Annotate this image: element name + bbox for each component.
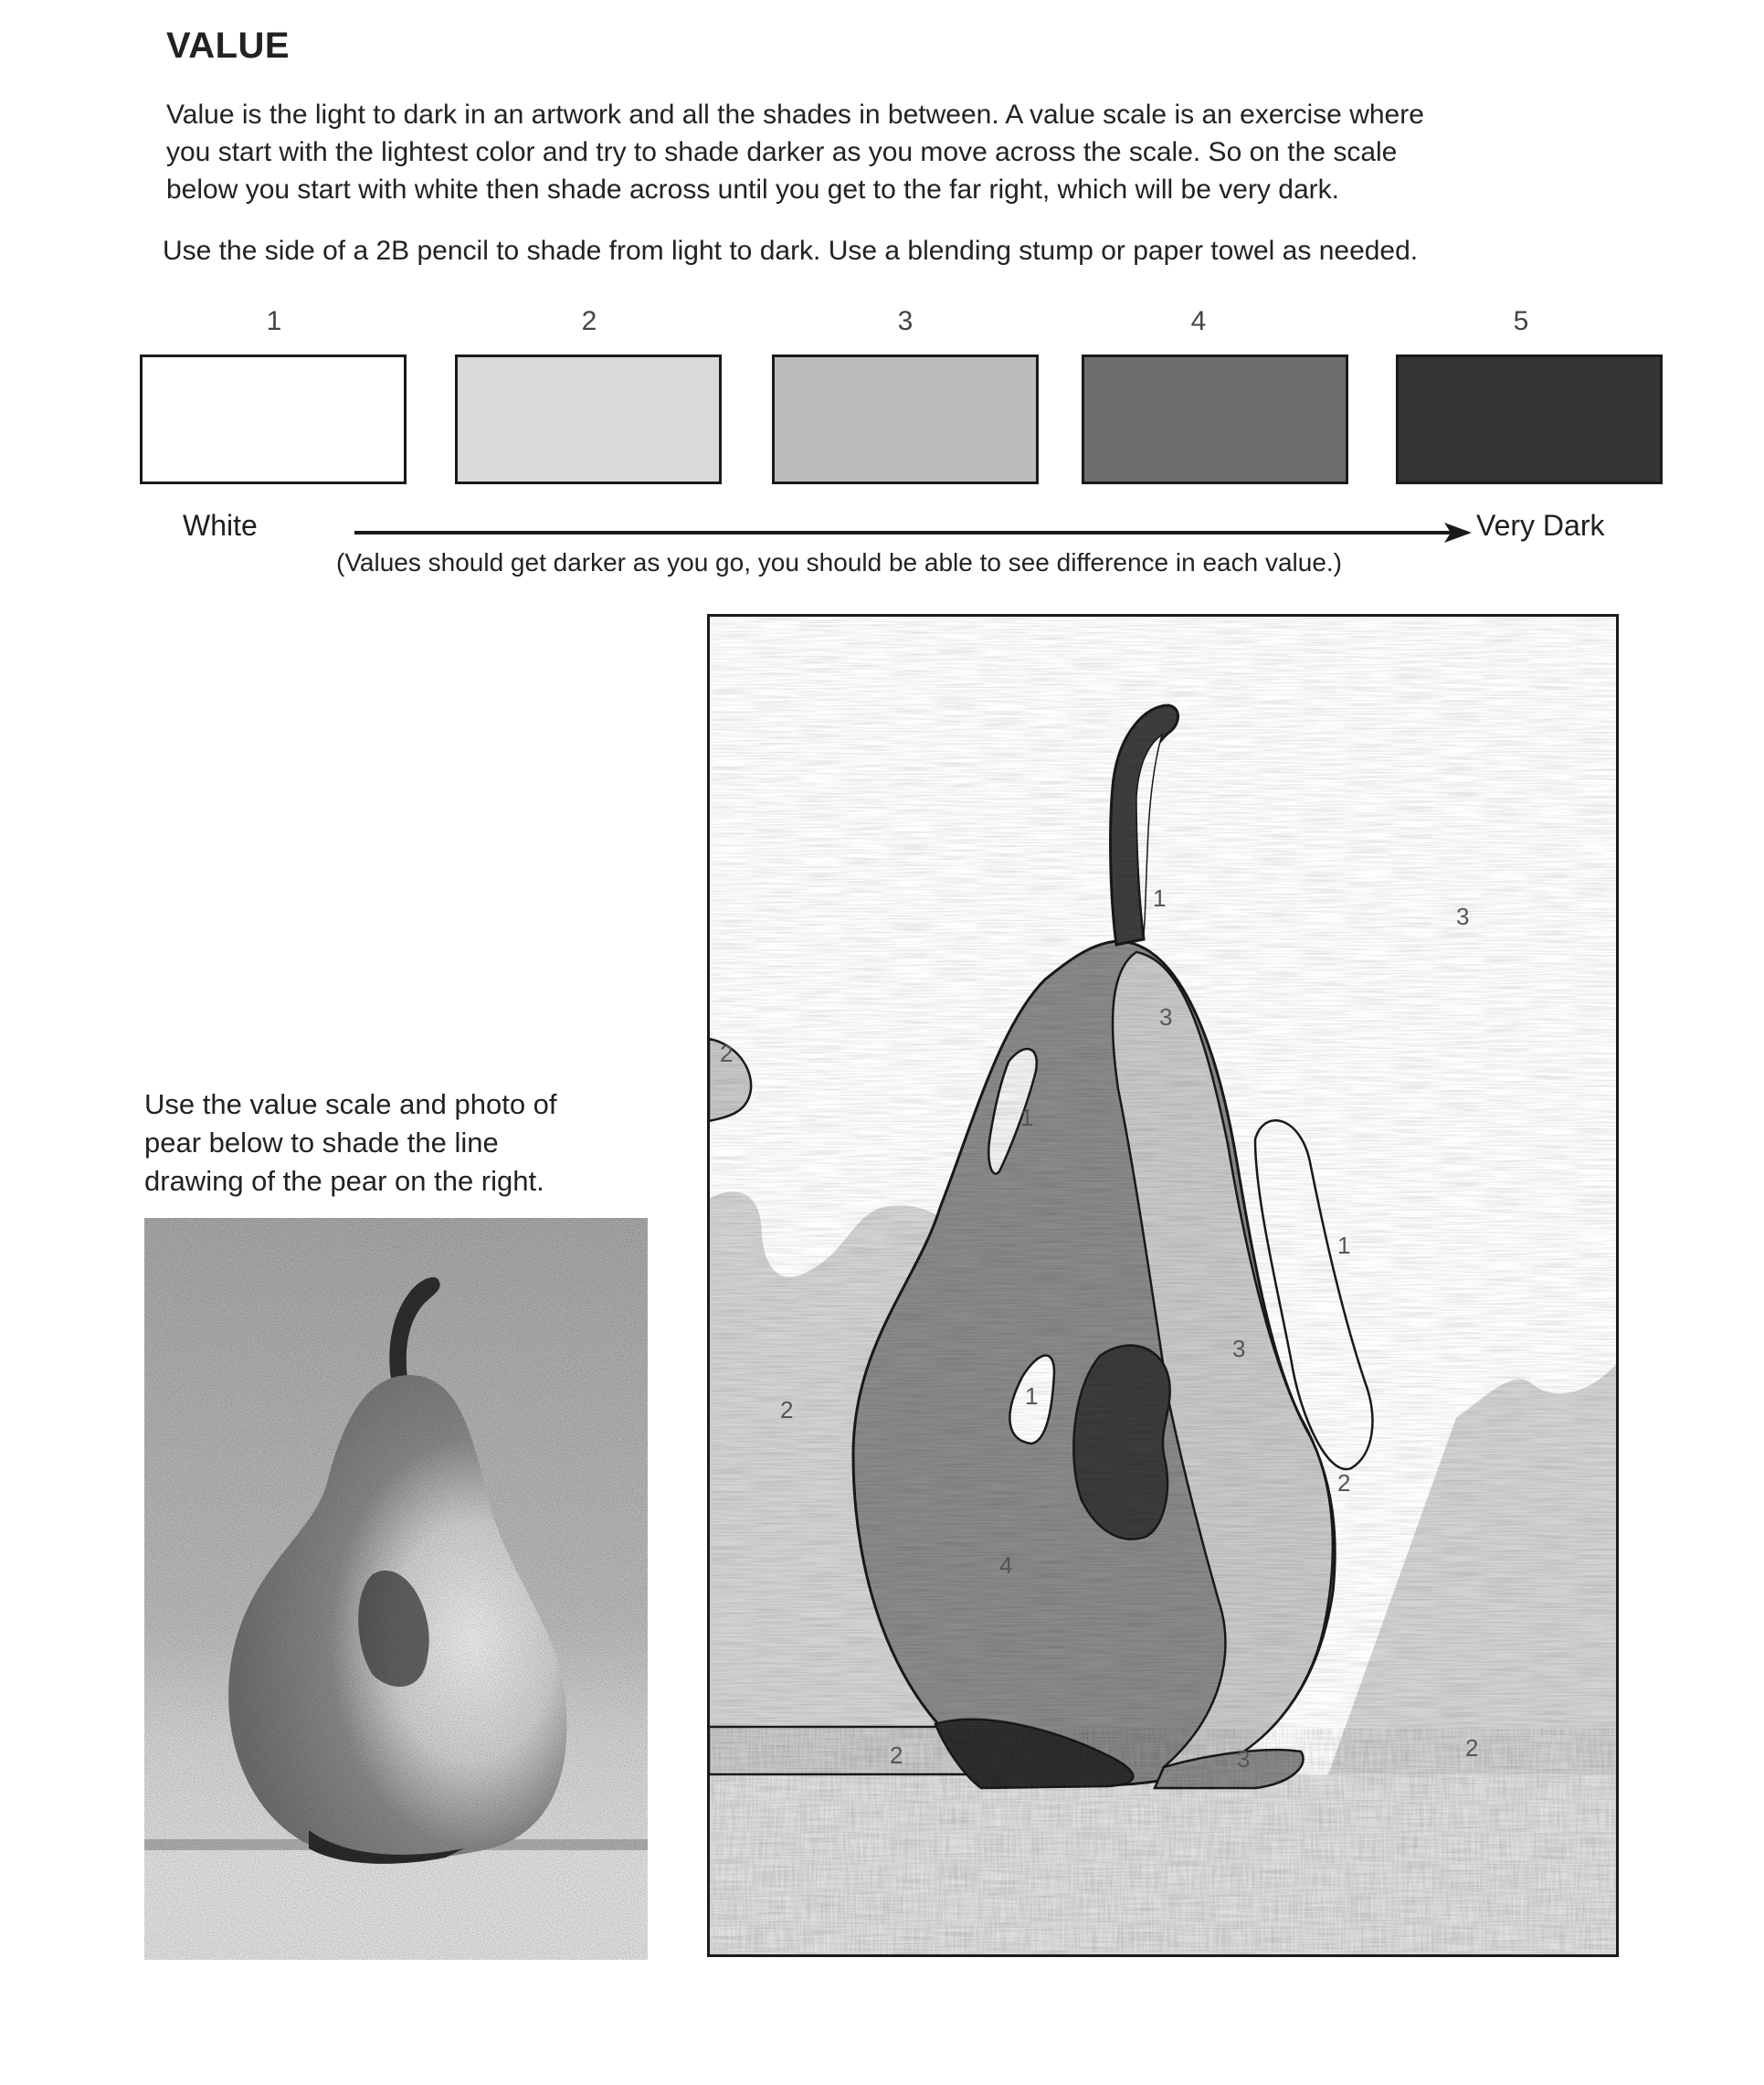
region-label: 3 — [1237, 1745, 1251, 1773]
instruction-line: pear below to shade the line — [144, 1127, 499, 1159]
region-label: 2 — [720, 1040, 734, 1067]
region-label: 1 — [1337, 1232, 1351, 1259]
region-label: 2 — [890, 1741, 903, 1769]
instruction-line: Use the value scale and photo of — [144, 1088, 557, 1120]
pencil-instruction: Use the side of a 2B pencil to shade from light to dark. Use a blending stump or paper towel as needed. — [163, 236, 1419, 266]
shading-instruction — [144, 1085, 557, 1201]
instruction-line: drawing of the pear on the right. — [144, 1165, 544, 1197]
region-label: 1 — [1025, 1382, 1039, 1410]
scale-note: (Values should get darker as you go, you should be able to see difference in each value.) — [336, 548, 1343, 577]
swatch-number: 2 — [581, 306, 597, 336]
region-label: 3 — [1159, 1003, 1173, 1031]
intro-paragraph — [166, 96, 1424, 208]
region-label: 3 — [1232, 1335, 1246, 1362]
swatch-number: 4 — [1190, 306, 1207, 336]
region-label: 2 — [780, 1396, 794, 1424]
intro-line: you start with the lightest color and try to shade darker as you move across the scale. So on the scale — [166, 137, 1398, 167]
swatch-number: 3 — [897, 306, 914, 336]
region-label: 1 — [1153, 884, 1167, 912]
scale-arrow-icon — [354, 521, 1474, 545]
page-title: VALUE — [166, 26, 290, 66]
intro-line: Value is the light to dark in an artwork and all the shades in between. A value scale is an exercise where — [166, 100, 1424, 130]
value-swatch-4 — [1082, 355, 1348, 484]
pear-reference-photo — [144, 1218, 648, 1960]
value-swatch-1 — [140, 355, 407, 484]
intro-line: below you start with white then shade across until you get to the far right, which will be very dark. — [166, 175, 1339, 205]
region-label: 1 — [1020, 1104, 1034, 1131]
pear-line-drawing — [707, 614, 1619, 1957]
value-swatch-3 — [772, 355, 1039, 484]
region-label: 2 — [1337, 1469, 1351, 1497]
swatch-number: 1 — [266, 306, 282, 336]
region-label: 2 — [1465, 1734, 1479, 1762]
scale-end-label: Very Dark — [1476, 509, 1605, 542]
value-swatch-5 — [1396, 355, 1663, 484]
region-label: 3 — [1456, 903, 1470, 930]
scale-start-label: White — [183, 509, 258, 542]
swatch-number: 5 — [1513, 306, 1529, 336]
value-swatch-2 — [455, 355, 722, 484]
region-label: 4 — [999, 1551, 1013, 1579]
